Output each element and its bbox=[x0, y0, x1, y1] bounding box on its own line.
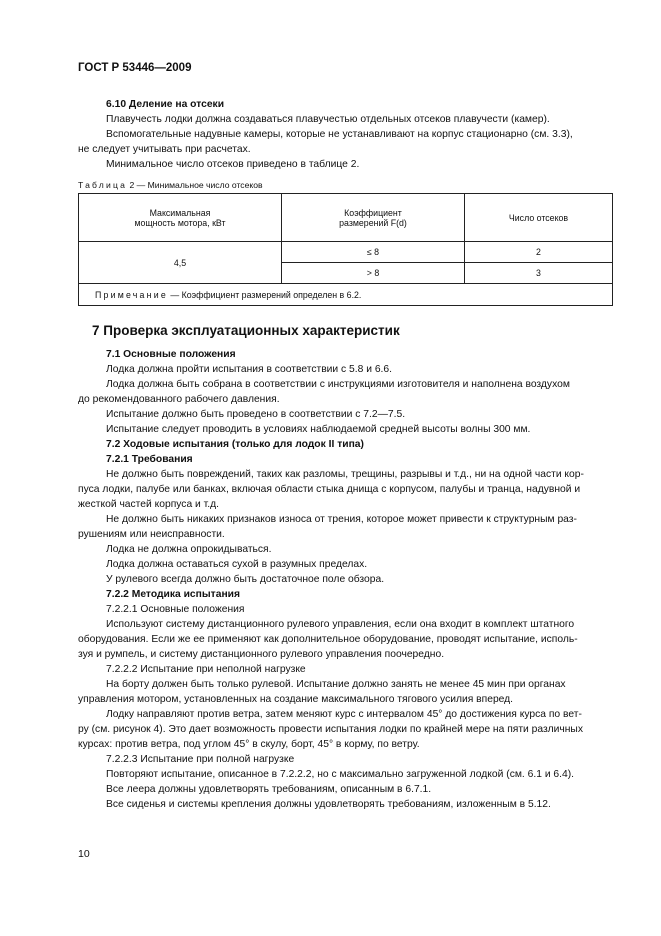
paragraph-line: Лодку направляют против ветра, затем меняют курс с интервалом 45° до достижения курса по вет- bbox=[106, 709, 582, 720]
table-cell-count: 2 bbox=[465, 242, 613, 263]
paragraph-line: зуя и румпель, и систему дистанционного рулевого управления поочередно. bbox=[78, 649, 445, 660]
paragraph-line: оборудования. Если же ее применяют как дополнительное оборудование, проводят испытание, исполь- bbox=[78, 634, 578, 645]
table-caption bbox=[78, 180, 263, 190]
section-7-2-2-3-title: 7.2.2.3 Испытание при полной нагрузке bbox=[106, 754, 295, 765]
section-7-1-title: 7.1 Основные положения bbox=[106, 349, 236, 360]
section-7-2-2-1-title: 7.2.2.1 Основные положения bbox=[106, 604, 245, 615]
paragraph-line: не следует учитывать при расчетах. bbox=[78, 144, 251, 155]
paragraph-line: Вспомогательные надувные камеры, которые не устанавливают на корпус стационарно (см. 3.3), bbox=[106, 129, 573, 140]
paragraph-line: пуса лодки, палубе или банках, включая области стыка днища с корпусом, палубы и транца, надувной и bbox=[78, 484, 581, 495]
table-2 bbox=[78, 193, 613, 306]
paragraph-line: Не должно быть повреждений, таких как разломы, трещины, разрывы и т.д., ни на одной части кор- bbox=[106, 469, 584, 480]
table-cell-coef: ≤ 8 bbox=[282, 242, 465, 263]
section-7-title: 7 Проверка эксплуатационных характеристик bbox=[92, 323, 400, 338]
paragraph-line: Все сиденья и системы крепления должны удовлетворять требованиям, изложенным в 5.12. bbox=[106, 799, 551, 810]
table-cell-coef: > 8 bbox=[282, 263, 465, 284]
table-caption-word: Таблица bbox=[78, 180, 128, 190]
section-7-2-2-2-title: 7.2.2.2 Испытание при неполной нагрузке bbox=[106, 664, 306, 675]
table-header-power: Максимальная мощность мотора, кВт bbox=[79, 194, 282, 242]
paragraph-line: ру (см. рисунок 4). Это дает возможность провести испытания лодки по крайней мере на пяти различных bbox=[78, 724, 583, 735]
paragraph-line: до рекомендованного рабочего давления. bbox=[78, 394, 280, 405]
paragraph-line: рушениям или неисправности. bbox=[78, 529, 225, 540]
paragraph-line: жесткой частей корпуса и т.д. bbox=[78, 499, 219, 510]
paragraph-line: Плавучесть лодки должна создаваться плавучестью отдельных отсеков плавучести (камер). bbox=[106, 114, 550, 125]
section-6-10-title: 6.10 Деление на отсеки bbox=[106, 99, 225, 110]
paragraph-line: Используют систему дистанционного рулевого управления, если она входит в комплект штатного bbox=[106, 619, 575, 630]
section-7-2-1-title: 7.2.1 Требования bbox=[106, 454, 193, 465]
table-note bbox=[79, 284, 613, 306]
table-caption-text: 2 — Минимальное число отсеков bbox=[127, 180, 263, 190]
table-header-coefficient: Коэффициент размерений F(d) bbox=[282, 194, 465, 242]
paragraph-line: Все леера должны удовлетворять требованиям, описанным в 6.7.1. bbox=[106, 784, 432, 795]
paragraph-line: Лодка должна быть собрана в соответствии с инструкциями изготовителя и наполнена воздухом bbox=[106, 379, 570, 390]
paragraph-line: У рулевого всегда должно быть достаточное поле обзора. bbox=[106, 574, 385, 585]
paragraph-line: Лодка должна оставаться сухой в разумных пределах. bbox=[106, 559, 368, 570]
document-header: ГОСТ Р 53446—2009 bbox=[78, 62, 192, 74]
table-cell-count: 3 bbox=[465, 263, 613, 284]
paragraph-line: Минимальное число отсеков приведено в таблице 2. bbox=[106, 159, 360, 170]
table-cell-power: 4,5 bbox=[79, 242, 282, 284]
paragraph-line: На борту должен быть только рулевой. Испытание должно занять не менее 45 мин при органах bbox=[106, 679, 566, 690]
paragraph-line: Испытание следует проводить в условиях наблюдаемой средней высоты волны 300 мм. bbox=[106, 424, 531, 435]
paragraph-line: Лодка не должна опрокидываться. bbox=[106, 544, 272, 555]
paragraph-line: Испытание должно быть проведено в соответствии с 7.2—7.5. bbox=[106, 409, 406, 420]
paragraph-line: Лодка должна пройти испытания в соответствии с 5.8 и 6.6. bbox=[106, 364, 392, 375]
table-note-text: — Коэффициент размерений определен в 6.2. bbox=[167, 289, 362, 300]
section-7-2-title: 7.2 Ходовые испытания (только для лодок II типа) bbox=[106, 439, 364, 450]
section-7-2-2-title: 7.2.2 Методика испытания bbox=[106, 589, 240, 600]
page-number: 10 bbox=[78, 848, 90, 860]
paragraph-line: курсах: против ветра, под углом 45° в скулу, борт, 45° в корму, по ветру. bbox=[78, 739, 420, 750]
paragraph-line: управления мотором, установленных на создание максимального тягового усилия вперед. bbox=[78, 694, 514, 705]
paragraph-line: Повторяют испытание, описанное в 7.2.2.2, но с максимально загруженной лодкой (см. 6.1 и 6.4). bbox=[106, 769, 575, 780]
table-note-word: Примечание bbox=[95, 289, 168, 300]
paragraph-line: Не должно быть никаких признаков износа от трения, которое может привести к структурным раз- bbox=[106, 514, 577, 525]
table-header-count: Число отсеков bbox=[465, 194, 613, 242]
